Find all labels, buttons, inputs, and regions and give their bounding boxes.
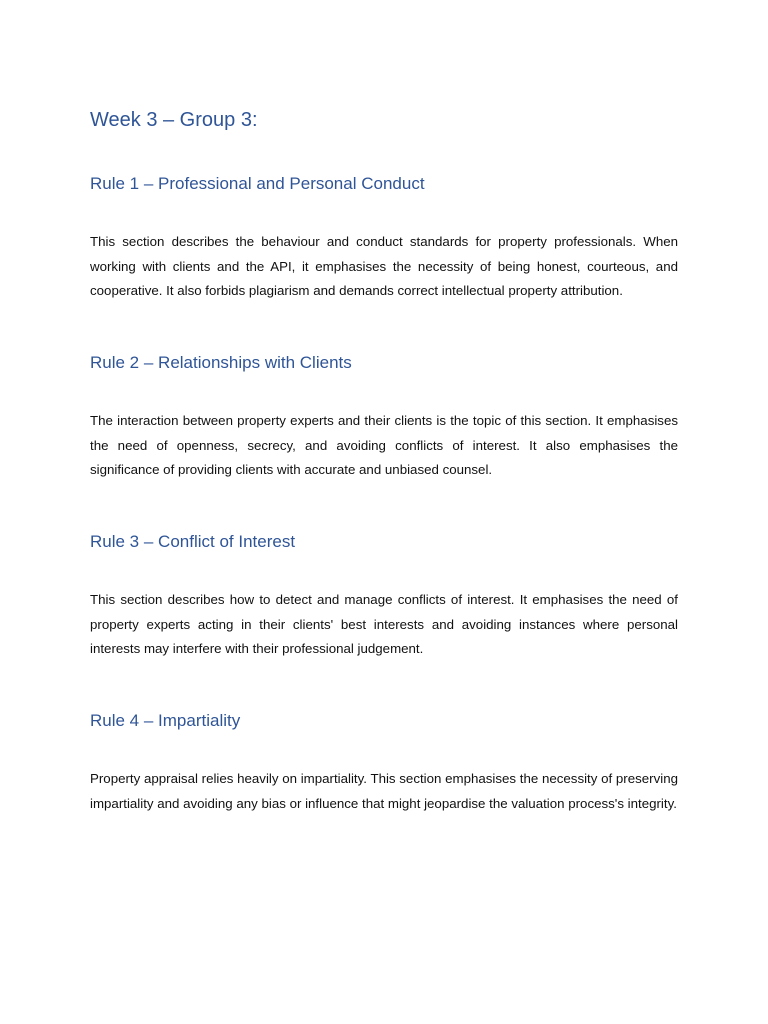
section-rule-4 <box>90 710 678 816</box>
section-rule-1 <box>90 173 678 304</box>
section-rule-3 <box>90 531 678 662</box>
section-body: This section describes the behaviour and conduct standards for property professionals. When working with clients and the API, it emphasises the necessity of being honest, courteous, and cooperative. It also forbids plagiarism and demands correct intellectual property attribution. <box>90 234 678 299</box>
section-heading: Rule 1 – Professional and Personal Conduct <box>90 174 425 193</box>
section-heading: Rule 3 – Conflict of Interest <box>90 532 296 551</box>
section-body: Property appraisal relies heavily on impartiality. This section emphasises the necessity of preserving impartiality and avoiding any bias or influence that might jeopardise the valuation process's integrity. <box>90 771 678 811</box>
section-body: The interaction between property experts and their clients is the topic of this section. It emphasises the need of openness, secrecy, and avoiding conflicts of interest. It also emphasises the significance of providing clients with accurate and unbiased counsel. <box>90 413 678 478</box>
section-rule-2 <box>90 352 678 483</box>
section-heading: Rule 2 – Relationships with Clients <box>90 353 352 372</box>
section-heading: Rule 4 – Impartiality <box>90 711 241 730</box>
document-title: Week 3 – Group 3: <box>90 109 258 131</box>
section-body: This section describes how to detect and manage conflicts of interest. It emphasises the need of property experts acting in their clients' best interests and avoiding instances where personal interests may interfere with their professional judgement. <box>90 592 678 657</box>
